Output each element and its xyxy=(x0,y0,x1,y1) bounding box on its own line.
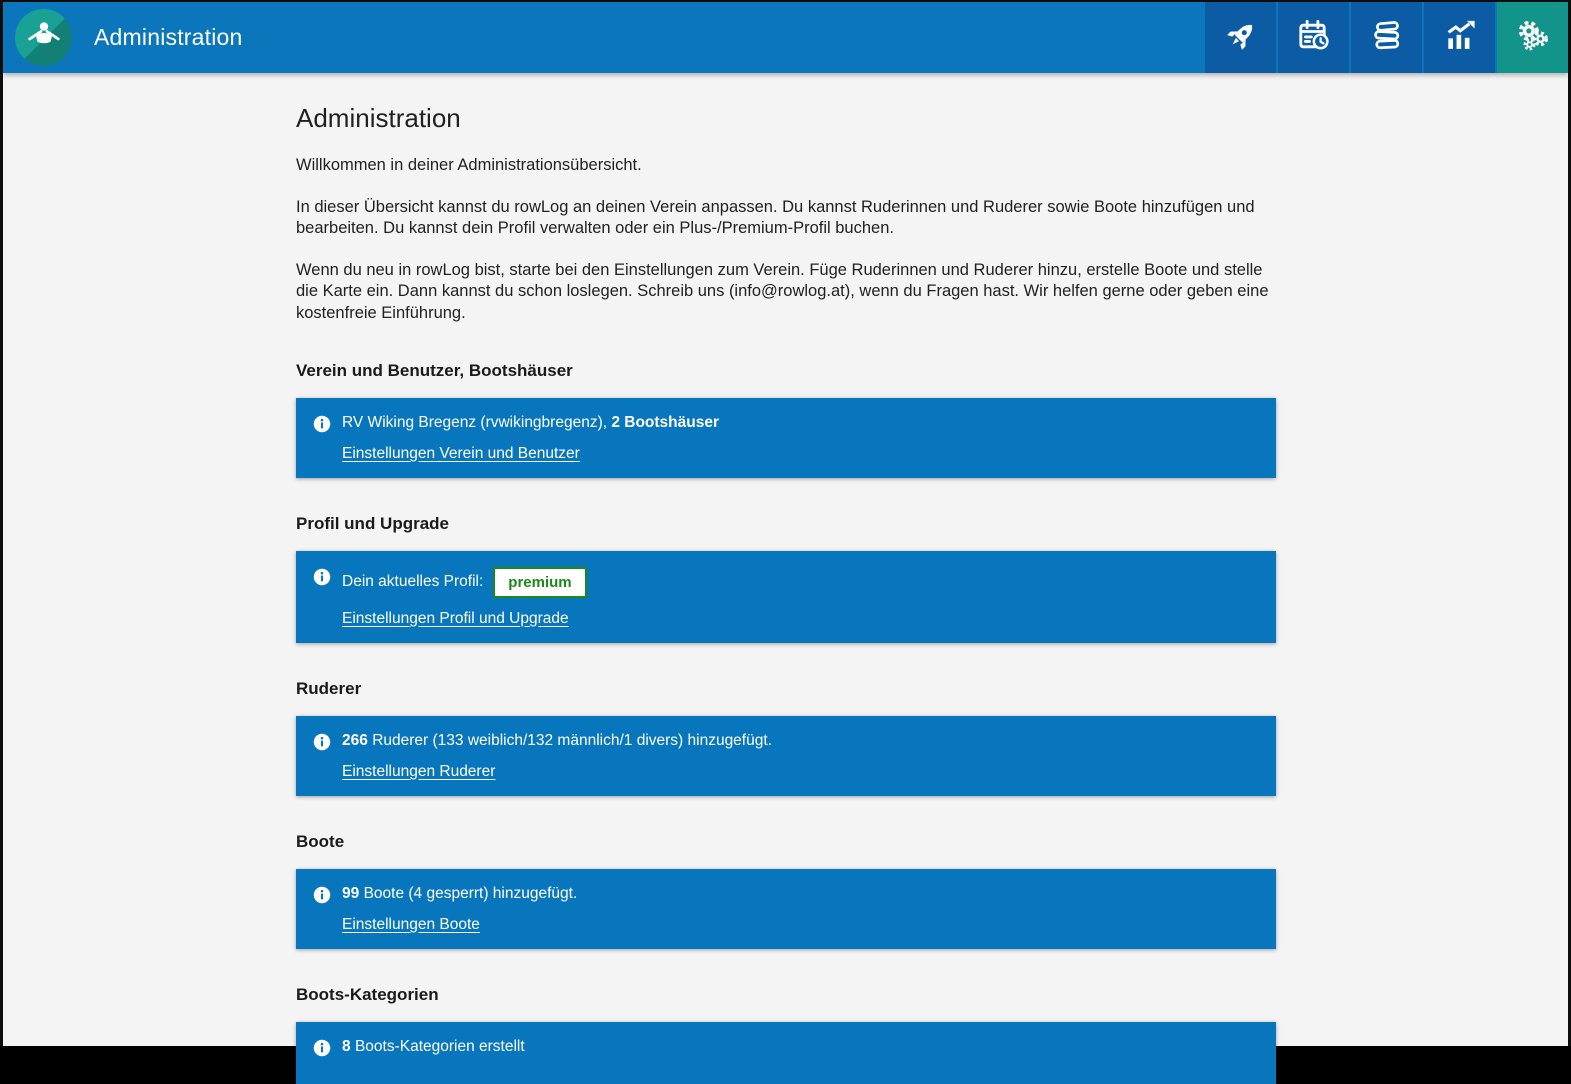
section-title: Verein und Benutzer, Bootshäuser xyxy=(296,360,573,380)
section-profil-und-upgrade xyxy=(296,514,1279,643)
info-card-profil xyxy=(296,551,1276,643)
profile-badge: premium xyxy=(493,567,586,598)
card-text: 8 Boots-Kategorien erstellt xyxy=(342,1038,525,1056)
intro-text xyxy=(296,155,1279,325)
page-title: Administration xyxy=(296,103,461,133)
link-einstellungen-boote[interactable]: Einstellungen Boote xyxy=(342,915,480,933)
rowlog-logo[interactable] xyxy=(15,9,72,66)
info-icon xyxy=(313,568,331,586)
link-einstellungen-profil-und-upgrade[interactable]: Einstellungen Profil und Upgrade xyxy=(342,609,569,627)
card-text: 99 Boote (4 gesperrt) hinzugefügt. xyxy=(342,885,578,903)
info-card-ruderer xyxy=(296,716,1276,796)
app-title: Administration xyxy=(94,24,243,50)
statistics-chart-icon xyxy=(1442,18,1478,57)
settings-gears-icon xyxy=(1515,18,1551,57)
section-title: Boote xyxy=(296,831,345,851)
section-title: Boots-Kategorien xyxy=(296,984,439,1004)
card-text: Dein aktuelles Profil: premium xyxy=(342,567,1256,598)
info-icon xyxy=(313,886,331,904)
info-icon xyxy=(313,415,331,433)
rower-icon xyxy=(24,15,64,60)
card-text: 266 Ruderer (133 weiblich/132 männlich/1 divers) hinzugefügt. xyxy=(342,732,772,750)
nav-statistics-button[interactable] xyxy=(1424,2,1495,73)
section-boote xyxy=(296,832,1279,949)
intro-paragraph: Willkommen in deiner Administrationsübersicht. xyxy=(296,156,642,174)
logbook-stack-icon xyxy=(1369,18,1405,57)
app-bar xyxy=(3,2,1568,73)
info-card-boote xyxy=(296,869,1276,949)
section-ruderer xyxy=(296,679,1279,796)
intro-paragraph: Wenn du neu in rowLog bist, starte bei den Einstellungen zum Verein. Füge Ruderinnen und Ruderer hinzu, erstelle Boote und stelle die Karte ein. Dann kannst du schon loslegen. Schreib uns (info@rowlog.at), wenn du Fragen hast. Wir helfen gerne oder geben eine kostenfreie Einführung. xyxy=(296,260,1269,323)
calendar-clock-icon xyxy=(1296,18,1332,57)
card-text: RV Wiking Bregenz (rvwikingbregenz), 2 Bootshäuser xyxy=(342,414,720,432)
nav-trips-button[interactable] xyxy=(1205,2,1276,73)
top-navigation xyxy=(1203,2,1568,73)
link-einstellungen-verein-und-benutzer[interactable]: Einstellungen Verein und Benutzer xyxy=(342,444,580,462)
info-icon xyxy=(313,1039,331,1057)
nav-logbook-button[interactable] xyxy=(1351,2,1422,73)
section-boots-kategorien xyxy=(296,985,1279,1084)
intro-paragraph: In dieser Übersicht kannst du rowLog an deinen Verein anpassen. Du kannst Ruderinnen und Ruderer sowie Boote hinzufügen und bearbeiten. Du kannst dein Profil verwalten oder ein Plus-/Premium-Profil buchen. xyxy=(296,197,1255,238)
section-title: Profil und Upgrade xyxy=(296,513,449,533)
section-verein-und-benutzer xyxy=(296,361,1279,478)
info-card-boots-kategorien xyxy=(296,1022,1276,1084)
info-card-verein xyxy=(296,398,1276,478)
main-content xyxy=(3,73,1279,1084)
nav-administration-button[interactable] xyxy=(1497,2,1568,73)
nav-reservations-button[interactable] xyxy=(1278,2,1349,73)
rocket-icon xyxy=(1223,18,1259,57)
info-icon xyxy=(313,733,331,751)
link-einstellungen-ruderer[interactable]: Einstellungen Ruderer xyxy=(342,762,496,780)
section-title: Ruderer xyxy=(296,678,362,698)
